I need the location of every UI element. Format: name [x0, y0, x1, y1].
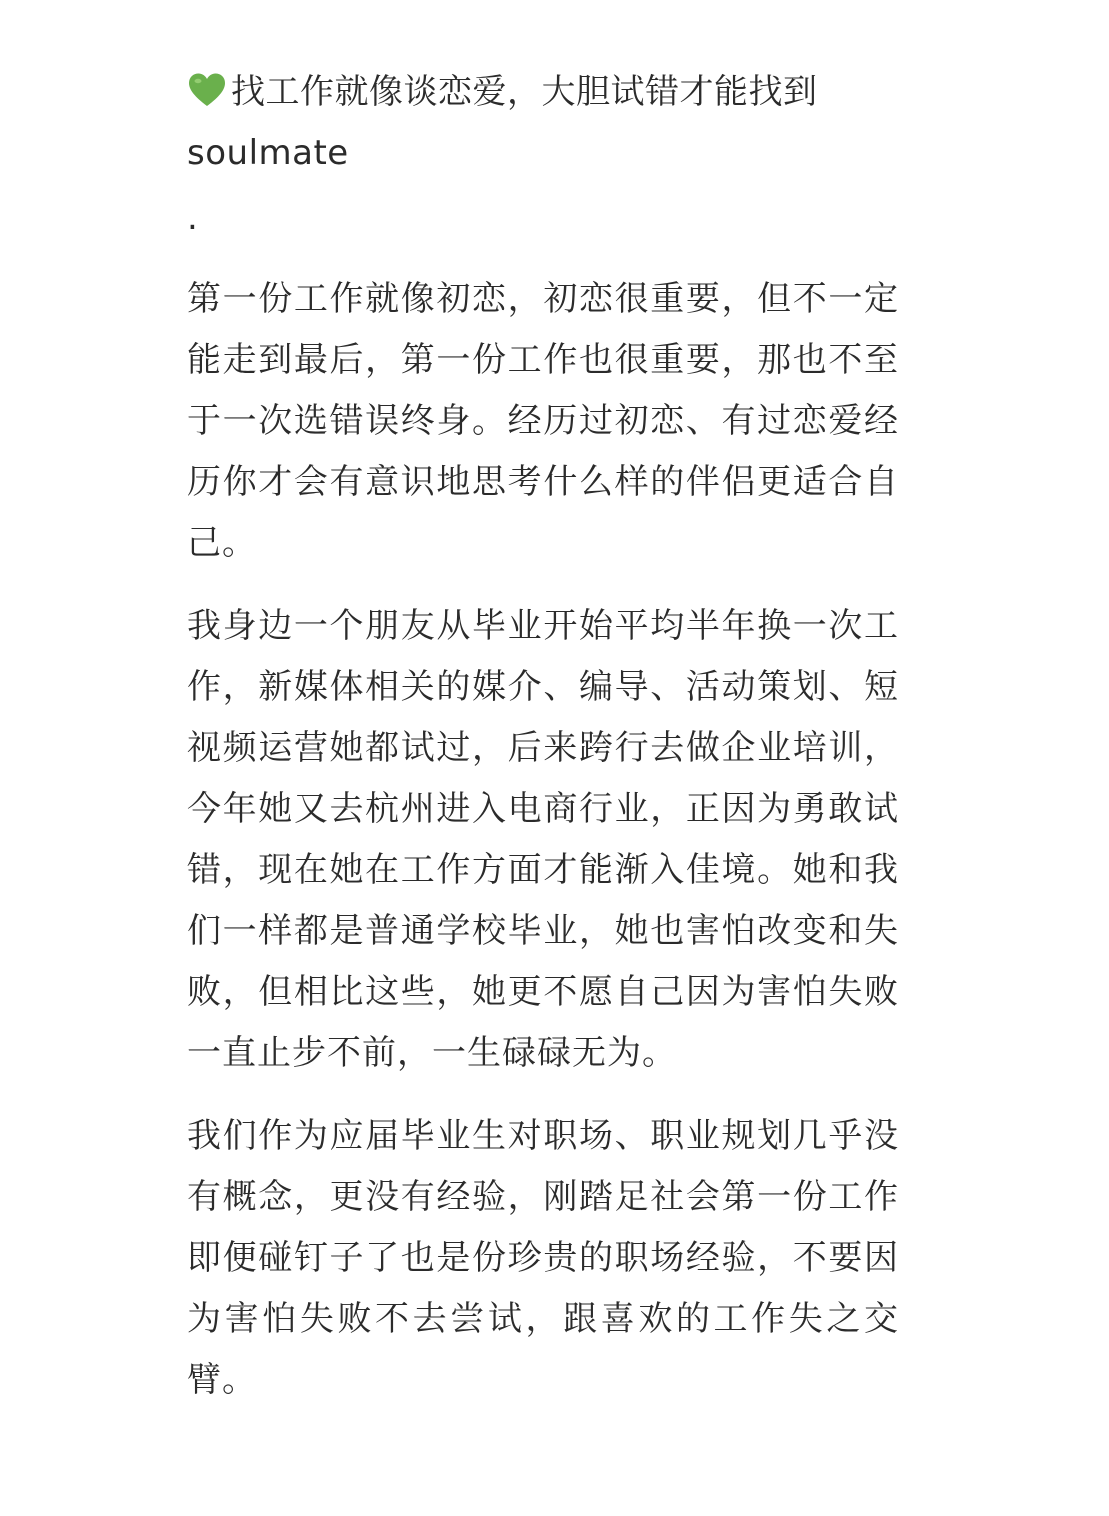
post-article — [187, 62, 899, 1411]
post-title-text: 找工作就像谈恋爱，大胆试错才能找到soulmate — [187, 72, 818, 173]
paragraph-first-job: 第一份工作就像初恋，初恋很重要，但不一定能走到最后，第一份工作也很重要，那也不至于一次选错误终身。经历过初恋、有过恋爱经历你才会有意识地思考什么样的伴侣更适合自己。 — [187, 279, 899, 563]
separator-dot: . — [187, 198, 198, 238]
green-heart-icon-svg — [187, 72, 227, 108]
post-title — [187, 62, 899, 184]
paragraph-friend-story: 我身边一个朋友从毕业开始平均半年换一次工作，新媒体相关的媒介、编导、活动策划、短视频运营她都试过，后来跨行去做企业培训，今年她又去杭州进入电商行业，正因为勇敢试错，现在她在工作方面才能渐入佳境。她和我们一样都是普通学校毕业，她也害怕改变和失败，但相比这些，她更不愿自己因为害怕失败一直止步不前，一生碌碌无为。 — [187, 606, 899, 1073]
green-heart-icon — [187, 67, 227, 103]
paragraph-graduates-advice: 我们作为应届毕业生对职场、职业规划几乎没有概念，更没有经验，刚踏足社会第一份工作即便碰钉子了也是份珍贵的职场经验，不要因为害怕失败不去尝试，跟喜欢的工作失之交臂。 — [187, 1116, 899, 1400]
